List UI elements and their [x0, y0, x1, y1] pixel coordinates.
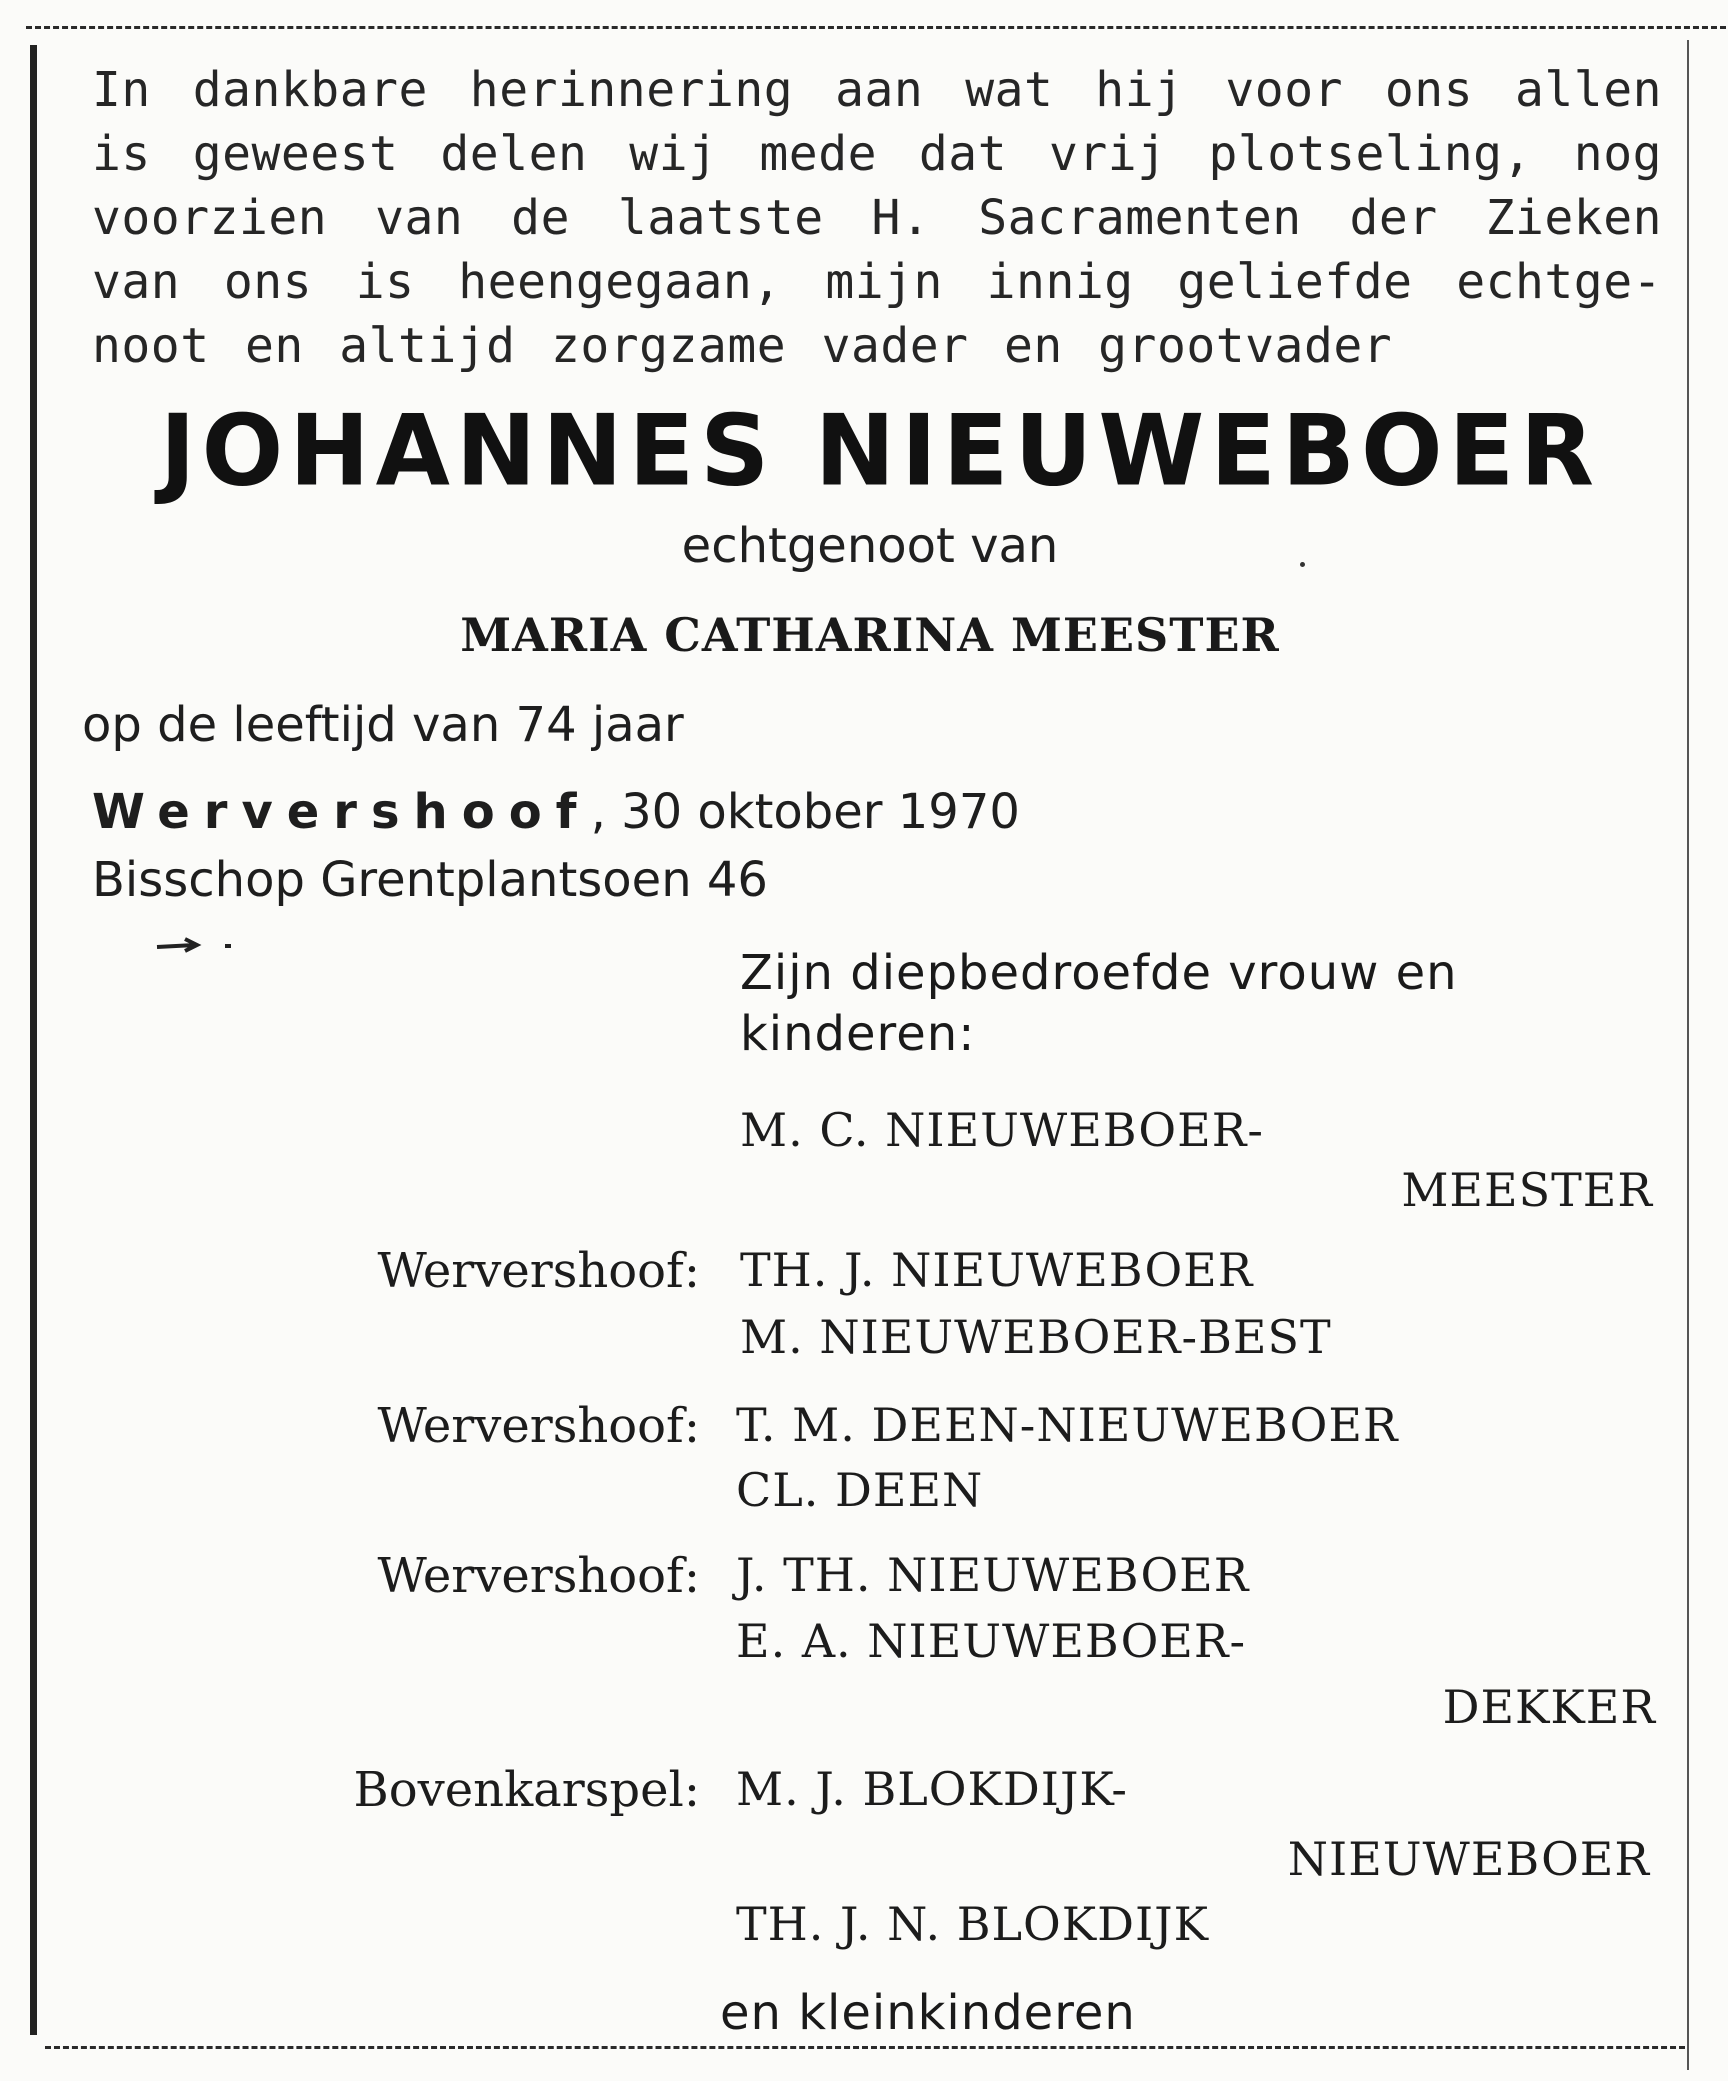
- child-2-name-2: CL. DEEN: [736, 1463, 984, 1517]
- child-2-place: Wervershoof:: [377, 1398, 700, 1454]
- family-intro-line-1: Zijn diepbedroefde vrouw en: [740, 945, 1458, 1001]
- child-3-name-3: DEKKER: [1442, 1680, 1656, 1734]
- frame-bottom-border: [45, 2046, 1685, 2049]
- child-1-name-1: TH. J. NIEUWEBOER: [740, 1243, 1254, 1297]
- intro-line-5: noot en altijd zorgzame vader en grootvader: [92, 318, 1393, 374]
- child-4-name-2: NIEUWEBOER: [1287, 1832, 1650, 1886]
- child-4-name-3: TH. J. N. BLOKDIJK: [736, 1897, 1209, 1951]
- spouse-name: MARIA CATHARINA MEESTER: [460, 608, 1280, 662]
- child-3-place: Wervershoof:: [377, 1548, 700, 1604]
- date-text: , 30 oktober 1970: [590, 784, 1020, 840]
- family-intro-line-2: kinderen:: [740, 1006, 976, 1062]
- address: Bisschop Grentplantsoen 46: [92, 852, 768, 908]
- intro-line-1: In dankbare herinnering aan wat hij voor ons allen: [92, 62, 1662, 118]
- child-1-name-2: M. NIEUWEBOER-BEST: [740, 1310, 1332, 1364]
- widow-name-line-1: M. C. NIEUWEBOER-: [740, 1103, 1264, 1157]
- child-3-name-1: J. TH. NIEUWEBOER: [736, 1548, 1250, 1602]
- date-place: Wervershoof: [92, 784, 591, 840]
- child-2-name-1: T. M. DEEN-NIEUWEBOER: [736, 1398, 1399, 1452]
- intro-line-2: is geweest delen wij mede dat vrij plotseling, nog: [92, 126, 1662, 182]
- date-line: [92, 784, 1020, 840]
- child-1-place: Wervershoof:: [377, 1243, 700, 1299]
- child-4-place: Bovenkarspel:: [353, 1762, 700, 1818]
- age-line: op de leeftijd van 74 jaar: [82, 697, 684, 753]
- spouse-of-label: echtgenoot van: [681, 518, 1059, 574]
- speck: [1300, 562, 1305, 567]
- frame-right-border: [1687, 40, 1689, 2070]
- frame-left-border: [30, 45, 37, 2035]
- deceased-name: JOHANNES NIEUWEBOER: [159, 393, 1601, 509]
- grandchildren-line: en kleinkinderen: [720, 1985, 1136, 2041]
- intro-line-4: van ons is heengegaan, mijn innig geliefde echtge-: [92, 254, 1662, 310]
- child-3-name-2: E. A. NIEUWEBOER-: [736, 1614, 1247, 1668]
- intro-line-3: voorzien van de laatste H. Sacramenten der Zieken: [92, 190, 1662, 246]
- frame-top-border: [26, 26, 1726, 29]
- printer-mark-icon: [155, 935, 235, 955]
- widow-name-line-2: MEESTER: [1401, 1163, 1653, 1217]
- child-4-name-1: M. J. BLOKDIJK-: [736, 1762, 1128, 1816]
